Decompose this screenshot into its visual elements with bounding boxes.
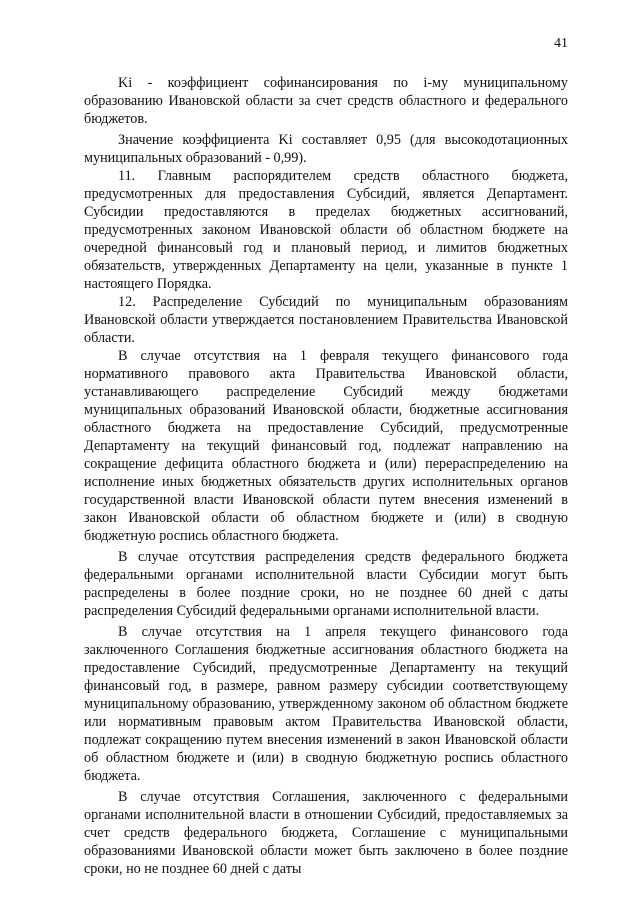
paragraph-item-11: 11. Главным распорядителем средств областного бюджета, предусмотренных для предоставления Субсидий, является Департамент. Субсидии предоставляются в пределах бюджетных ассигнований, предусмотренных законом Ивановской области об областном бюджете на очередной финансовый год и плановый период, и лимитов бюджетных обязательств, утвержденных Департаменту на цели, указанные в пункте 1 настоящего Порядка. xyxy=(84,168,568,292)
paragraph-ki-value: Значение коэффициента Ki составляет 0,95 (для высокодотационных муниципальных образований - 0,99). xyxy=(84,132,568,166)
paragraph-february: В случае отсутствия на 1 февраля текущего финансового года нормативного правового акта Правительства Ивановской области, устанавливающего распределение Субсидий между бюджетами муниципальных образований Ивановской области, бюджетные ассигнования областного бюджета на предоставление Субсидий, предусмотренные Департаменту на текущий финансовый год, подлежат направлению на сокращение дефицита областного бюджета и (или) перераспределению на исполнение иных бюджетных обязательств других исполнительных органов государственной власти Ивановской области путем внесения изменений в закон Ивановской области об областном бюджете и (или) в сводную бюджетную роспись областного бюджета. xyxy=(84,348,568,544)
paragraph-april: В случае отсутствия на 1 апреля текущего финансового года заключенного Соглашения бюджетные ассигнования областного бюджета на предоставление Субсидий, предусмотренные Департаменту на текущий финансовый год, в размере, равном размеру субсидии соответствующему муниципальному образованию, утвержденному законом об областном бюджете или нормативным правовым актом Правительства Ивановской области, подлежат сокращению путем внесения изменений в закон Ивановской области об областном бюджете и (или) в сводную бюджетную роспись областного бюджета. xyxy=(84,624,568,784)
paragraph-item-12: 12. Распределение Субсидий по муниципальным образованиям Ивановской области утверждается постановлением Правительства Ивановской области. xyxy=(84,294,568,346)
paragraph-federal-distribution: В случае отсутствия распределения средств федерального бюджета федеральными органами исполнительной власти Субсидии могут быть распределены в более поздние сроки, но не позднее 60 дней с даты распределения Субсидий федеральными органами исполнительной власти. xyxy=(84,549,568,619)
page-number: 41 xyxy=(554,36,568,51)
document-body xyxy=(84,74,568,878)
paragraph-federal-agreement: В случае отсутствия Соглашения, заключенного с федеральными органами исполнительной власти в отношении Субсидий, предоставляемых за счет средств федерального бюджета, Соглашение с муниципальными образованиями Ивановской области может быть заключено в более поздние сроки, но не позднее 60 дней с даты xyxy=(84,789,568,877)
paragraph-ki-definition: Ki - коэффициент софинансирования по i-му муниципальному образованию Ивановской области за счет средств областного и федерального бюджетов. xyxy=(84,75,568,127)
